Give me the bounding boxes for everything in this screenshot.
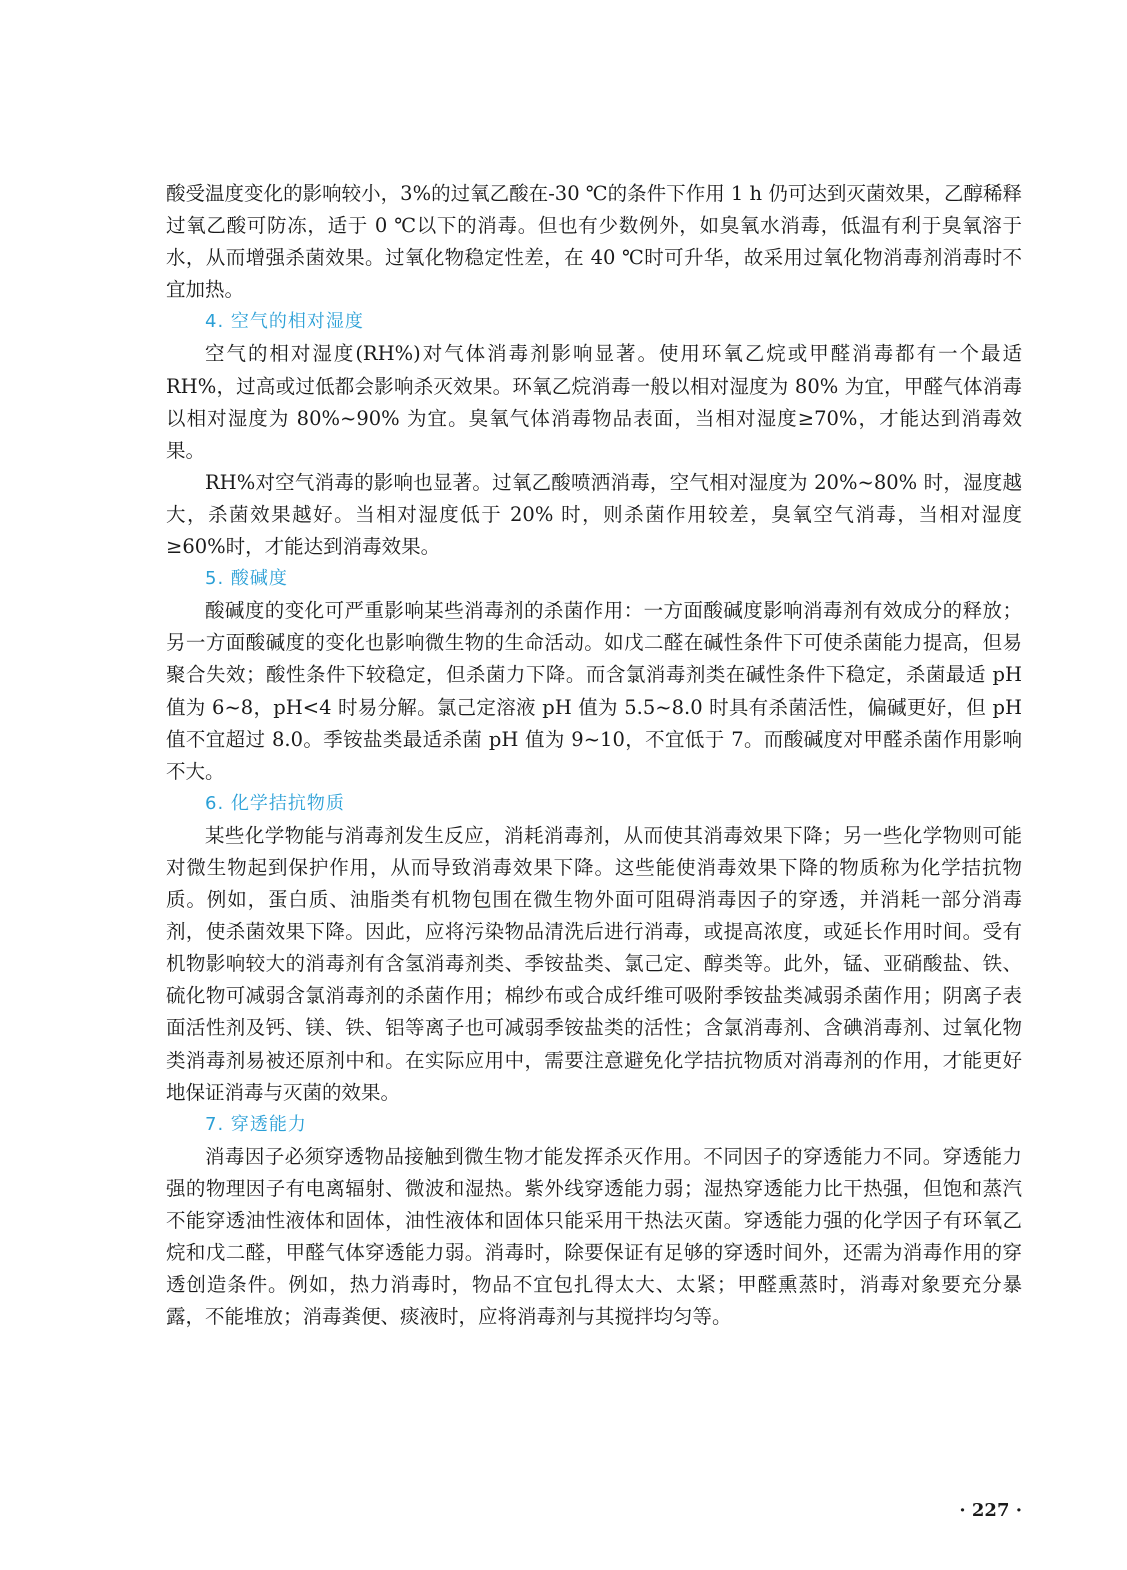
section-heading-chemical-antagonists: 6. 化学拮抗物质 [205, 792, 345, 814]
paragraph-humidity-gas: 空气的相对湿度(RH%)对气体消毒剂影响显著。使用环氧乙烷或甲醛消毒都有一个最适 RH%，过高或过低都会影响杀灭效果。环氧乙烷消毒一般以相对湿度为 80% 为宜，甲醛气体消毒以相对湿度为 80%~90% 为宜。臭氧气体消毒物品表面，当相对湿度≥70%，才能达到消毒效果。 [166, 342, 1022, 462]
paragraph-continuation: 酸受温度变化的影响较小，3%的过氧乙酸在-30 ℃的条件下作用 1 h 仍可达到灭菌效果，乙醇稀释过氧乙酸可防冻，适于 0 ℃以下的消毒。但也有少数例外，如臭氧水消毒，低温有利于臭氧溶于水，从而增强杀菌效果。过氧化物稳定性差，在 40 ℃时可升华，故采用过氧化物消毒剂消毒时不宜加热。 [166, 182, 1022, 302]
section-heading-penetration: 7. 穿透能力 [205, 1113, 307, 1135]
body-content [166, 178, 1022, 1333]
section-heading-relative-humidity: 4. 空气的相对湿度 [205, 311, 364, 333]
page-number: · 227 · [959, 1500, 1022, 1521]
paragraph-penetration: 消毒因子必须穿透物品接触到微生物才能发挥杀灭作用。不同因子的穿透能力不同。穿透能力强的物理因子有电离辐射、微波和湿热。紫外线穿透能力弱；湿热穿透能力比干热强，但饱和蒸汽不能穿透油性液体和固体，油性液体和固体只能采用干热法灭菌。穿透能力强的化学因子有环氧乙烷和戊二醛，甲醛气体穿透能力弱。消毒时，除要保证有足够的穿透时间外，还需为消毒作用的穿透创造条件。例如，热力消毒时，物品不宜包扎得太大、太紧；甲醛熏蒸时，消毒对象要充分暴露，不能堆放；消毒粪便、痰液时，应将消毒剂与其搅拌均匀等。 [166, 1144, 1022, 1329]
paragraph-humidity-air: RH%对空气消毒的影响也显著。过氧乙酸喷洒消毒，空气相对湿度为 20%~80% 时，湿度越大，杀菌效果越好。当相对湿度低于 20% 时，则杀菌作用较差，臭氧空气消毒，当相对湿度≥60%时，才能达到消毒效果。 [166, 470, 1022, 559]
paragraph-ph: 酸碱度的变化可严重影响某些消毒剂的杀菌作用：一方面酸碱度影响消毒剂有效成分的释放；另一方面酸碱度的变化也影响微生物的生命活动。如戊二醛在碱性条件下可使杀菌能力提高，但易聚合失效；酸性条件下较稳定，但杀菌力下降。而含氯消毒剂类在碱性条件下稳定，杀菌最适 pH 值为 6~8，pH<4 时易分解。氯己定溶液 pH 值为 5.5~8.0 时具有杀菌活性，偏碱更好，但 pH 值不宜超过 8.0。季铵盐类最适杀菌 pH 值为 9~10，不宜低于 7。而酸碱度对甲醛杀菌作用影响不大。 [166, 599, 1022, 783]
section-heading-ph: 5. 酸碱度 [205, 568, 288, 590]
paragraph-chemical-antagonists: 某些化学物能与消毒剂发生反应，消耗消毒剂，从而使其消毒效果下降；另一些化学物则可能对微生物起到保护作用，从而导致消毒效果下降。这些能使消毒效果下降的物质称为化学拮抗物质。例如，蛋白质、油脂类有机物包围在微生物外面可阻碍消毒因子的穿透，并消耗一部分消毒剂，使杀菌效果下降。因此，应将污染物品清洗后进行消毒，或提高浓度，或延长作用时间。受有机物影响较大的消毒剂有含氢消毒剂类、季铵盐类、氯己定、醇类等。此外，锰、亚硝酸盐、铁、硫化物可减弱含氯消毒剂的杀菌作用；棉纱布或合成纤维可吸附季铵盐类减弱杀菌作用；阴离子表面活性剂及钙、镁、铁、铝等离子也可减弱季铵盐类的活性；含氯消毒剂、含碘消毒剂、过氧化物类消毒剂易被还原剂中和。在实际应用中，需要注意避免化学拮抗物质对消毒剂的作用，才能更好地保证消毒与灭菌的效果。 [166, 823, 1022, 1104]
